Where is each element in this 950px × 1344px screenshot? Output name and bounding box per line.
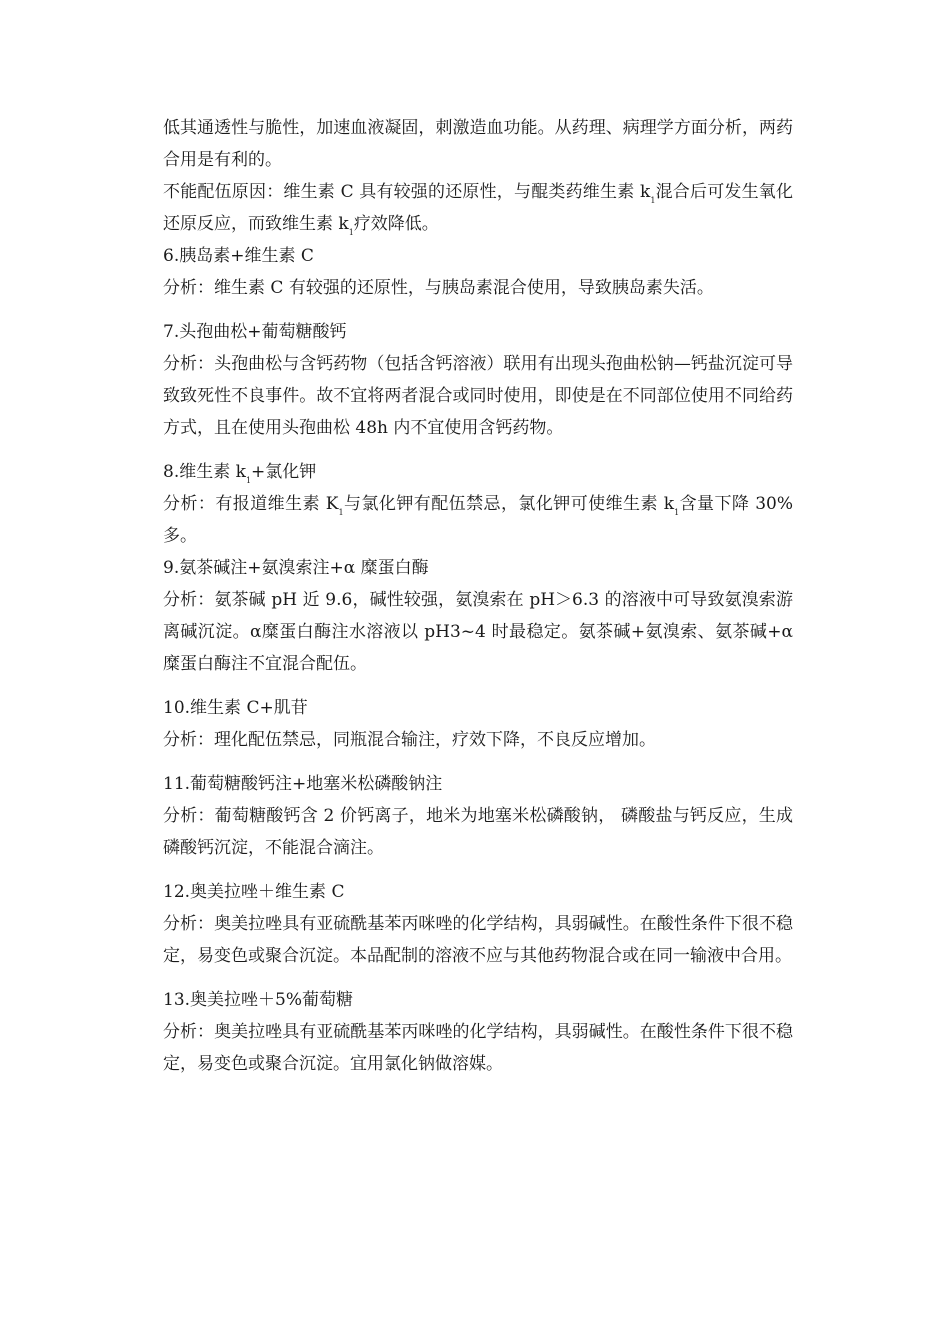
heading-8 [163, 456, 793, 488]
analysis-6: 分析：维生素 C 有较强的还原性，与胰岛素混合使用，导致胰岛素失活。 [163, 278, 714, 298]
subscript: 1 [650, 196, 656, 205]
analysis-8-text-a: 分析：有报道维生素 K [163, 494, 339, 514]
heading-12: 12.奥美拉唑＋维生素 C [163, 882, 345, 902]
analysis-11: 分析：葡萄糖酸钙含 2 价钙离子，地米为地塞米松磷酸钠， 磷酸盐与钙反应，生成磷酸钙沉淀，不能混合滴注。 [163, 806, 793, 858]
heading-6: 6.胰岛素+维生素 C [163, 246, 314, 266]
analysis-10: 分析：理化配伍禁忌，同瓶混合输注，疗效下降，不良反应增加。 [163, 730, 656, 750]
subscript: 1 [245, 476, 252, 485]
heading-10: 10.维生素 C+肌苷 [163, 698, 308, 718]
heading-9: 9.氨茶碱注+氨溴索注+α 糜蛋白酶 [163, 558, 429, 578]
reason-text-b: 混合后可发生氧化还原反应，而致维生素 k [163, 182, 794, 234]
analysis-13: 分析：奥美拉唑具有亚硫酰基苯丙咪唑的化学结构，具弱碱性。在酸性条件下很不稳定，易变色或聚合沉淀。宜用氯化钠做溶媒。 [163, 1022, 793, 1074]
heading-11: 11.葡萄糖酸钙注+地塞米松磷酸钠注 [163, 774, 443, 794]
subscript: 1 [348, 228, 354, 237]
heading-8-text-b: +氯化钾 [251, 462, 317, 482]
paragraph-5-continued: 低其通透性与脆性，加速血液凝固，刺激造血功能。从药理、病理学方面分析，两药合用是有利的。 [163, 118, 793, 170]
heading-8-text-a: 8.维生素 k [163, 462, 246, 482]
reason-text-a: 不能配伍原因：维生素 C 具有较强的还原性，与醌类药维生素 k [163, 182, 651, 202]
heading-7: 7.头孢曲松+葡萄糖酸钙 [163, 322, 347, 342]
subscript: 1 [674, 508, 680, 517]
heading-13: 13.奥美拉唑＋5%葡萄糖 [163, 990, 354, 1010]
analysis-8-text-c: 含量下降 30%多。 [163, 494, 793, 546]
analysis-8-text-b: 与氯化钾有配伍禁忌，氯化钾可使维生素 k [343, 494, 675, 514]
analysis-8 [163, 488, 793, 552]
analysis-12: 分析：奥美拉唑具有亚硫酰基苯丙咪唑的化学结构，具弱碱性。在酸性条件下很不稳定，易变色或聚合沉淀。本品配制的溶液不应与其他药物混合或在同一输液中合用。 [163, 914, 793, 966]
subscript: 1 [338, 508, 344, 517]
analysis-7: 分析：头孢曲松与含钙药物（包括含钙溶液）联用有出现头孢曲松钠—钙盐沉淀可导致致死性不良事件。故不宜将两者混合或同时使用，即使是在不同部位使用不同给药方式，且在使用头孢曲松 48h 内不宜使用含钙药物。 [163, 354, 793, 438]
document-page [163, 112, 793, 1080]
reason-text-c: 疗效降低。 [353, 214, 439, 234]
analysis-9: 分析：氨茶碱 pH 近 9.6，碱性较强，氨溴索在 pH＞6.3 的溶液中可导致氨溴索游离碱沉淀。α糜蛋白酶注水溶液以 pH3~4 时最稳定。氨茶碱+氨溴索、氨茶碱+α糜蛋白酶注不宜混合配伍。 [163, 590, 793, 674]
paragraph-5-reason [163, 176, 793, 240]
